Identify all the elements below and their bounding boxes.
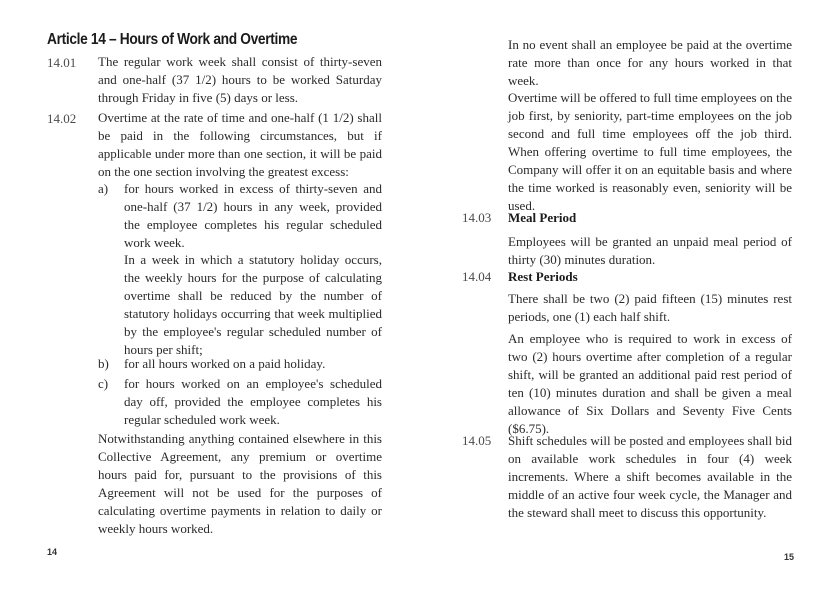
section-14-04-heading: Rest Periods	[508, 269, 578, 284]
section-number-14-01: 14.01	[47, 55, 77, 70]
notwithstanding-paragraph: Notwithstanding anything contained elsewhere in this Collective Agreement, any premium or overtime hours paid for, pursuant to the provisions of this Agreement will not be used for the purposes of calculating overtime payments in relation to daily or weekly hours worked.	[98, 431, 382, 536]
item-a-text: for hours worked in excess of thirty-seven and one-half (37 1/2) hours in any week, provided the employee completes his regular scheduled work week.	[124, 181, 382, 250]
section-14-04-text-1: There shall be two (2) paid fifteen (15) minutes rest periods, one (1) each half shift.	[508, 291, 792, 324]
overtime-offer-paragraph: Overtime will be offered to full time employees on the job first, by seniority, part-time employees on the job second and full time employees off the job third. When offering overtime to full time employees, the Company will offer it on an equitable basis and where the time worked is reasonably even, seniority will be used.	[508, 90, 792, 213]
item-a-subparagraph: In a week in which a statutory holiday occurs, the weekly hours for the purpose of calculating overtime shall be reduced by the number of statutory holidays occurring that week multiplied by the employee's regular scheduled number of hours per shift;	[124, 252, 382, 357]
section-14-01-text: The regular work week shall consist of thirty-seven and one-half (37 1/2) hours to be worked Saturday through Friday in five (5) days or less.	[98, 54, 382, 105]
section-14-04-text-2: An employee who is required to work in excess of two (2) hours overtime after completion of a regular shift, will be granted an additional paid rest period of ten (10) minutes duration and shall be given a meal allowance of Six Dollars and Seventy Five Cents ($6.75).	[508, 331, 792, 436]
item-b-label: b)	[98, 356, 109, 371]
article-title: Article 14 – Hours of Work and Overtime	[47, 31, 298, 48]
section-number-14-04: 14.04	[462, 269, 492, 284]
item-c-label: c)	[98, 376, 109, 391]
item-b-text: for all hours worked on a paid holiday.	[124, 356, 326, 371]
section-number-14-03: 14.03	[462, 210, 492, 225]
no-event-paragraph: In no event shall an employee be paid at the overtime rate more than once for any hours worked in that week.	[508, 37, 792, 88]
page-number-right: 15	[784, 552, 795, 562]
section-14-02-text: Overtime at the rate of time and one-half (1 1/2) shall be paid in the following circumstances, but if applicable under more than one section, it will be paid on the one section involving the greatest excess:	[98, 110, 382, 179]
section-number-14-02: 14.02	[47, 111, 77, 126]
page-number-left: 14	[47, 547, 58, 557]
section-14-05-text: Shift schedules will be posted and employees shall bid on available work schedules in four (4) week increments. Where a shift becomes available in the middle of an active four week cycle, the Manager and the steward shall meet to discuss this opportunity.	[508, 433, 792, 520]
section-14-03-heading: Meal Period	[508, 210, 577, 225]
section-14-03-text: Employees will be granted an unpaid meal period of thirty (30) minutes duration.	[508, 234, 792, 267]
section-number-14-05: 14.05	[462, 433, 492, 448]
item-a-label: a)	[98, 181, 109, 196]
item-c-text: for hours worked on an employee's scheduled day off, provided the employee completes his regular scheduled work week.	[124, 376, 382, 427]
